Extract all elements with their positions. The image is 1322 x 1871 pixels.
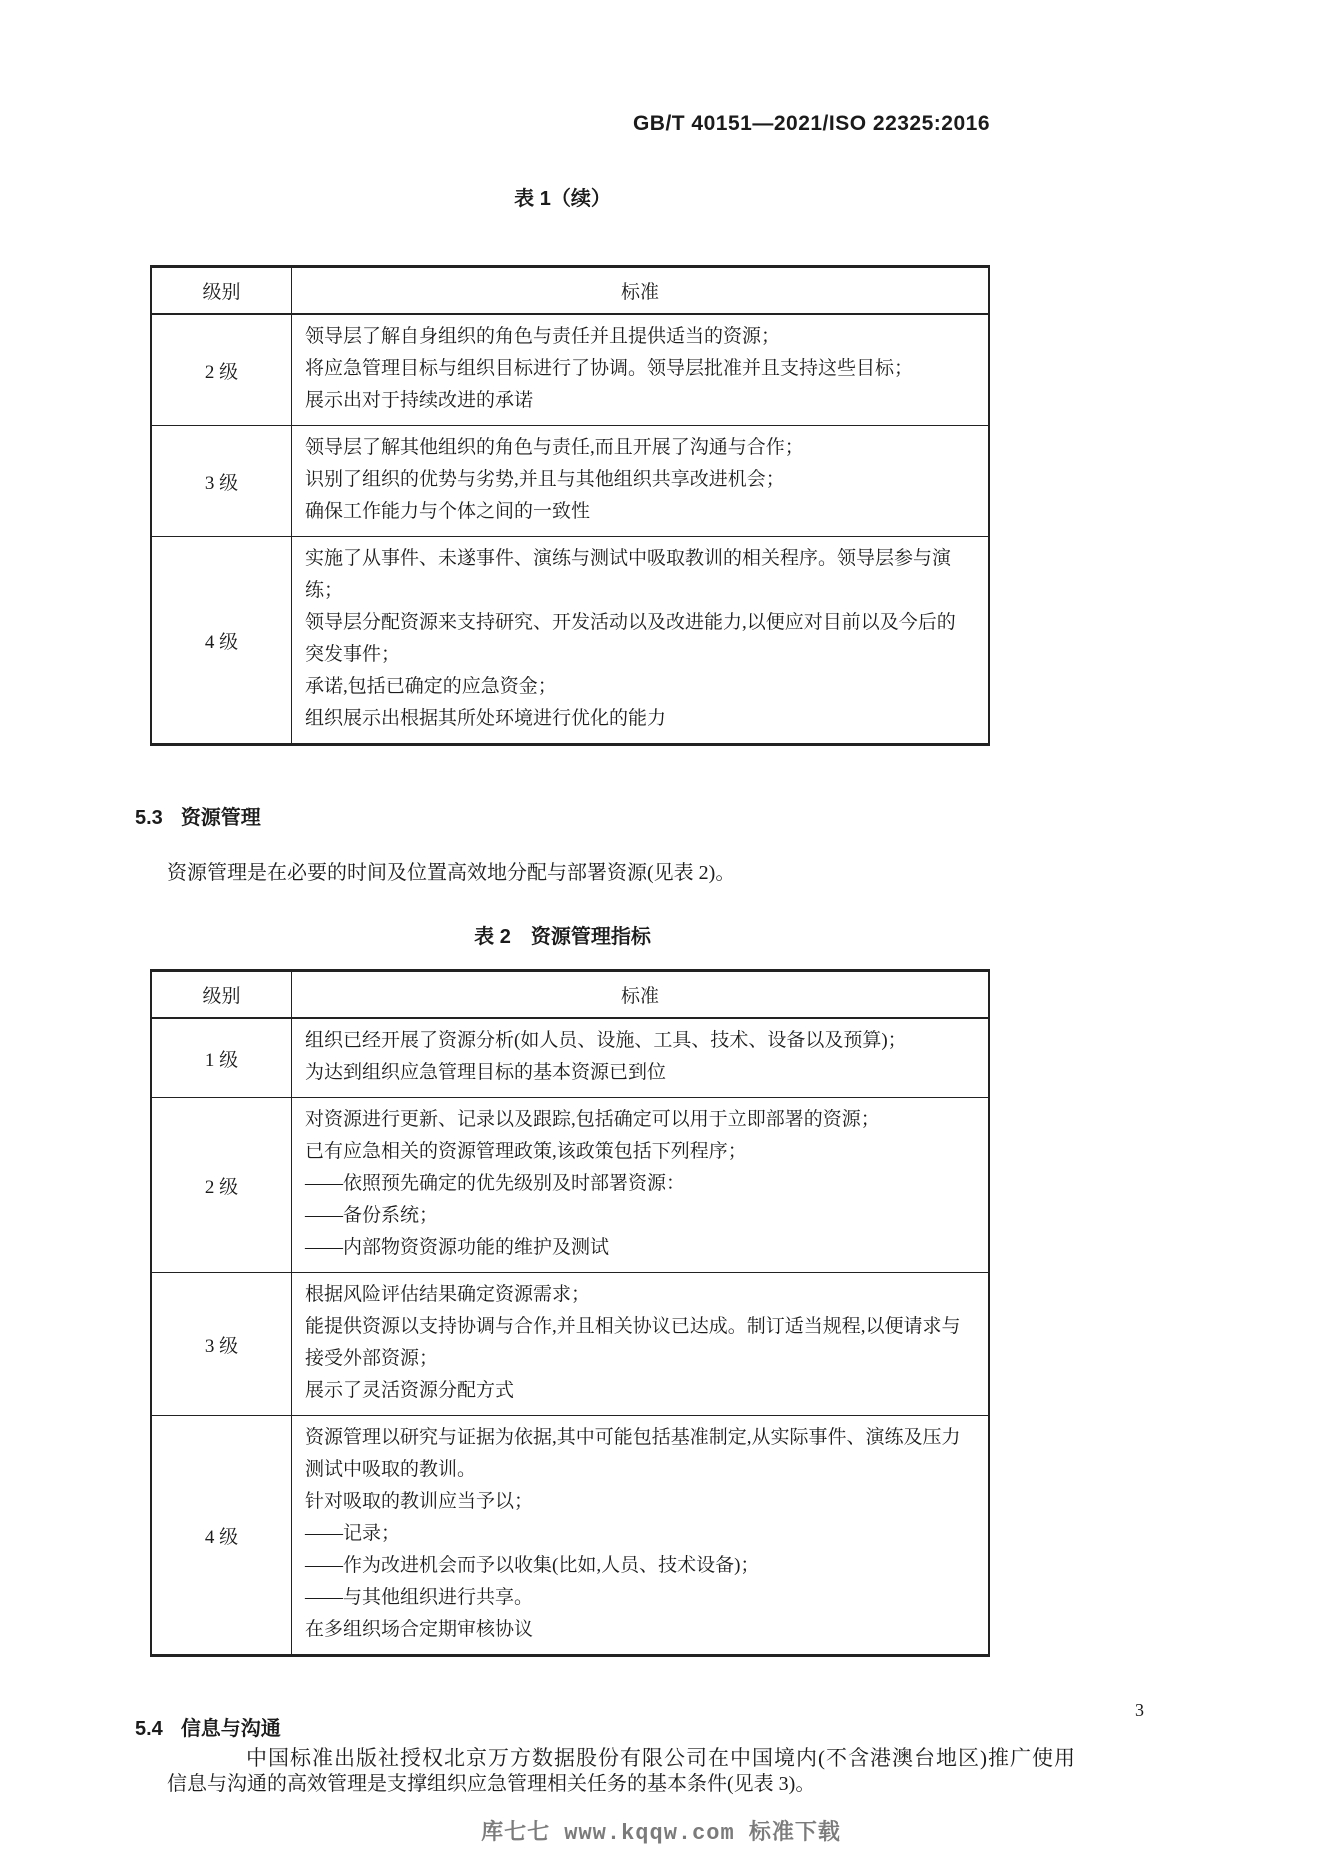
table1-row1-level: 2 级 (152, 315, 292, 425)
table1-row2-standard (292, 426, 988, 536)
criteria-line: 领导层分配资源来支持研究、开发活动以及改进能力,以便应对目前以及今后的突发事件； (305, 612, 956, 665)
criteria-line: 组织已经开展了资源分析(如人员、设施、工具、技术、设备以及预算)； (305, 1030, 907, 1051)
table1-row3-standard (292, 537, 988, 743)
criteria-line: 为达到组织应急管理目标的基本资源已到位 (305, 1062, 667, 1083)
table2-title: 表 2 资源管理指标 (474, 926, 651, 948)
section-5-4-paragraph: 信息与沟通的高效管理是支撑组织应急管理相关任务的基本条件(见表 3)。 (167, 1773, 816, 1795)
section-title: 资源管理 (180, 807, 261, 829)
section-5-3-heading (135, 801, 990, 830)
table2-row2-standard (292, 1098, 988, 1272)
table-row (152, 315, 988, 426)
criteria-line: 已有应急相关的资源管理政策,该政策包括下列程序； (305, 1141, 747, 1162)
table2-column-header-standard: 标准 (620, 986, 659, 1007)
table1-column-header-level: 级别 (152, 268, 292, 313)
table2-row4-standard (292, 1416, 988, 1654)
table-row (152, 537, 988, 743)
section-title: 信息与沟通 (180, 1718, 281, 1740)
criteria-line: 能提供资源以支持协调与合作,并且相关协议已达成。制订适当规程,以便请求与接受外部资源； (305, 1316, 961, 1369)
table2-row4-level: 4 级 (152, 1416, 292, 1654)
table2-row1-level: 1 级 (152, 1019, 292, 1097)
standard-number-header: GB/T 40151—2021/ISO 22325:2016 (632, 112, 990, 135)
table1-row2-level: 3 级 (152, 426, 292, 536)
authorization-notice: 中国标准出版社授权北京万方数据股份有限公司在中国境内(不含港澳台地区)推广使用 (246, 1746, 1076, 1770)
criteria-line: ——内部物资资源功能的维护及测试 (305, 1237, 610, 1258)
table2 (150, 969, 990, 1657)
table2-row2-level: 2 级 (152, 1098, 292, 1272)
criteria-line: 将应急管理目标与组织目标进行了协调。领导层批准并且支持这些目标； (305, 358, 914, 379)
criteria-line: 领导层了解其他组织的角色与责任,而且开展了沟通与合作； (305, 437, 804, 458)
criteria-line: 展示了灵活资源分配方式 (305, 1380, 515, 1401)
table1-column-header-standard: 标准 (620, 282, 659, 303)
table-row (152, 1098, 988, 1273)
criteria-line: 识别了组织的优势与劣势,并且与其他组织共享改进机会； (305, 469, 785, 490)
table-row (152, 426, 988, 537)
section-number: 5.3 (135, 807, 163, 829)
criteria-line: 确保工作能力与个体之间的一致性 (305, 501, 591, 522)
criteria-line: ——依照预先确定的优先级别及时部署资源： (305, 1173, 686, 1194)
table2-row1-standard (292, 1019, 988, 1097)
content-column (135, 0, 990, 1799)
section-number: 5.4 (135, 1718, 163, 1740)
table1-row3-level: 4 级 (152, 537, 292, 743)
table1-row1-standard (292, 315, 988, 425)
criteria-line: 展示出对于持续改进的承诺 (305, 390, 534, 411)
criteria-line: 领导层了解自身组织的角色与责任并且提供适当的资源； (305, 326, 781, 347)
table1-header-row (152, 268, 988, 315)
criteria-line: ——记录； (305, 1523, 401, 1544)
criteria-line: 组织展示出根据其所处环境进行优化的能力 (305, 708, 667, 729)
page-number: 3 (1135, 1700, 1144, 1720)
table1 (150, 265, 990, 746)
section-5-4-heading (135, 1712, 990, 1741)
table1-title: 表 1（续） (514, 188, 611, 210)
table2-column-header-level: 级别 (152, 972, 292, 1017)
table2-row3-standard (292, 1273, 988, 1415)
criteria-line: 根据风险评估结果确定资源需求； (305, 1284, 591, 1305)
criteria-line: 针对吸取的教训应当予以； (305, 1491, 534, 1512)
table-row (152, 1019, 988, 1098)
criteria-line: 资源管理以研究与证据为依据,其中可能包括基准制定,从实际事件、演练及压力测试中吸取的教训。 (305, 1427, 961, 1480)
section-5-3-paragraph: 资源管理是在必要的时间及位置高效地分配与部署资源(见表 2)。 (167, 862, 736, 884)
criteria-line: 承诺,包括已确定的应急资金； (305, 676, 557, 697)
criteria-line: 对资源进行更新、记录以及跟踪,包括确定可以用于立即部署的资源； (305, 1109, 880, 1130)
table-row (152, 1416, 988, 1654)
table2-row3-level: 3 级 (152, 1273, 292, 1415)
table2-header-row (152, 972, 988, 1019)
criteria-line: ——备份系统； (305, 1205, 439, 1226)
criteria-line: ——作为改进机会而予以收集(比如,人员、技术设备)； (305, 1555, 760, 1576)
table-row (152, 1273, 988, 1416)
criteria-line: ——与其他组织进行共享。 (305, 1587, 534, 1608)
criteria-line: 实施了从事件、未遂事件、演练与测试中吸取教训的相关程序。领导层参与演练； (305, 548, 952, 601)
criteria-line: 在多组织场合定期审核协议 (305, 1619, 534, 1640)
watermark-text: 库七七 www.kqqw.com 标准下载 (481, 1821, 841, 1846)
